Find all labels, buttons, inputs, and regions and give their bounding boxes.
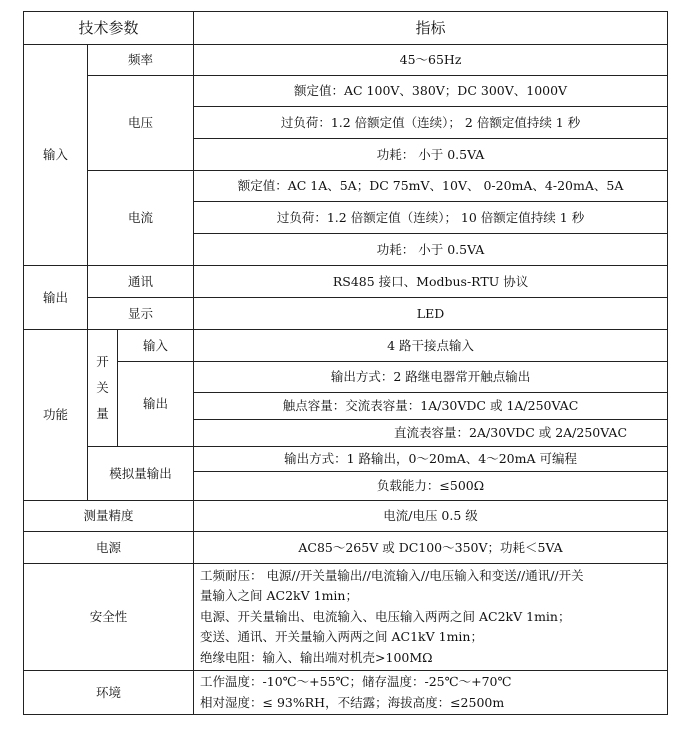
switch-input-value: 4 路干接点输入 <box>194 330 668 362</box>
safety-line: 工频耐压： 电源//开关量输出//电流输入//电压输入和变送//通讯//开关 <box>200 567 584 583</box>
safety-value <box>194 564 668 671</box>
environment-label: 环境 <box>24 671 194 715</box>
analog-mode: 输出方式：1 路输出，0～20mA、4～20mA 可编程 <box>194 447 668 472</box>
display-label: 显示 <box>88 298 194 330</box>
analog-label: 模拟量输出 <box>88 447 194 501</box>
table-row <box>24 501 668 532</box>
table-row <box>24 362 668 393</box>
table-header-row <box>24 12 668 45</box>
safety-line: 绝缘电阻：输入、输出端对机壳>100MΩ <box>200 649 433 665</box>
analog-load: 负载能力：≤500Ω <box>194 472 668 501</box>
table-row <box>24 45 668 76</box>
environment-value <box>194 671 668 715</box>
output-label: 输出 <box>24 266 88 330</box>
table-row <box>24 266 668 298</box>
switch-input-label: 输入 <box>118 330 194 362</box>
voltage-rated: 额定值：AC 100V、380V；DC 300V、1000V <box>194 76 668 107</box>
function-label: 功能 <box>24 330 88 501</box>
comm-value: RS485 接口、Modbus-RTU 协议 <box>194 266 668 298</box>
switch-char: 开 <box>96 354 109 369</box>
current-power: 功耗： 小于 0.5VA <box>194 234 668 266</box>
frequency-value: 45～65Hz <box>194 45 668 76</box>
frequency-label: 频率 <box>88 45 194 76</box>
header-spec: 指标 <box>194 12 668 45</box>
table-row <box>24 171 668 202</box>
current-label: 电流 <box>88 171 194 266</box>
table-row <box>24 671 668 715</box>
switch-char: 量 <box>96 406 109 421</box>
environment-line: 相对湿度：≤ 93%RH，不结露；海拔高度：≤2500m <box>200 694 505 710</box>
voltage-power: 功耗： 小于 0.5VA <box>194 139 668 171</box>
accuracy-value: 电流/电压 0.5 级 <box>194 501 668 532</box>
power-supply-value: AC85～265V 或 DC100～350V；功耗＜5VA <box>194 532 668 564</box>
current-overload: 过负荷：1.2 倍额定值（连续）； 10 倍额定值持续 1 秒 <box>194 202 668 234</box>
switch-output-mode: 输出方式：2 路继电器常开触点输出 <box>194 362 668 393</box>
table-row <box>24 76 668 107</box>
comm-label: 通讯 <box>88 266 194 298</box>
switch-char: 关 <box>96 380 109 395</box>
display-value: LED <box>194 298 668 330</box>
header-param: 技术参数 <box>24 12 194 45</box>
environment-line: 工作温度：-10℃～+55℃；储存温度：-25℃～+70℃ <box>200 674 512 689</box>
current-rated: 额定值：AC 1A、5A；DC 75mV、10V、 0-20mA、4-20mA、5A <box>194 171 668 202</box>
table-row <box>24 564 668 671</box>
table-row <box>24 447 668 472</box>
input-label: 输入 <box>24 45 88 266</box>
switch-output-dc: 直流表容量：2A/30VDC 或 2A/250VAC <box>194 420 668 447</box>
power-supply-label: 电源 <box>24 532 194 564</box>
table-row <box>24 330 668 362</box>
table-row <box>24 532 668 564</box>
voltage-overload: 过负荷：1.2 倍额定值（连续）； 2 倍额定值持续 1 秒 <box>194 107 668 139</box>
accuracy-label: 测量精度 <box>24 501 194 532</box>
table-row <box>24 298 668 330</box>
safety-line: 电源、开关量输出、电流输入、电压输入两两之间 AC2kV 1min； <box>200 608 571 624</box>
switch-output-ac: 触点容量：交流表容量：1A/30VDC 或 1A/250VAC <box>194 393 668 420</box>
spec-table <box>23 11 668 715</box>
switch-output-label: 输出 <box>118 362 194 447</box>
safety-line: 量输入之间 AC2kV 1min； <box>200 588 358 604</box>
safety-label: 安全性 <box>24 564 194 671</box>
safety-line: 变送、通讯、开关量输入两两之间 AC1kV 1min； <box>200 629 483 645</box>
switch-label <box>88 330 118 447</box>
voltage-label: 电压 <box>88 76 194 171</box>
